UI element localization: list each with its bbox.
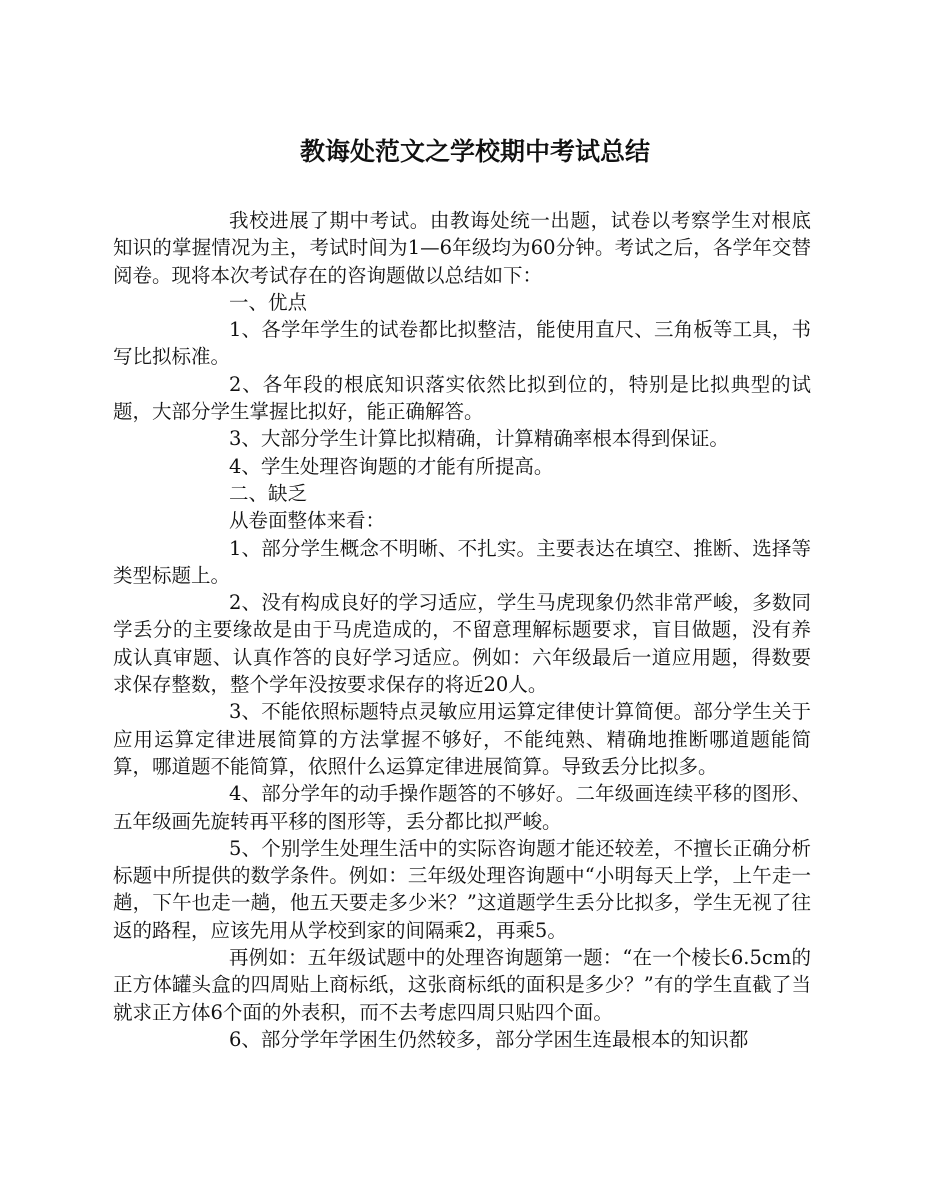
- paragraph-shortcoming-1: 1、部分学生概念不明晰、不扎实。主要表达在填空、推断、选择等类型标题上。: [113, 536, 811, 587]
- paragraph-shortcoming-4: 4、部分学年的动手操作题答的不够好。二年级画连续平移的图形、五年级画先旋转再平移的图形等，丢分都比拟严峻。: [113, 782, 811, 833]
- paragraph-example: 再例如：五年级试题中的处理咨询题第一题：“在一个棱长6.5cm的正方体罐头盒的四周贴上商标纸，这张商标纸的面积是多少？”有的学生直截了当就求正方体6个面的外表积，而不去考虑四周只贴四个面。: [113, 946, 811, 1024]
- section-heading-strengths: 一、优点: [229, 290, 308, 314]
- paragraph-strength-1: 1、各学年学生的试卷都比拟整洁，能使用直尺、三角板等工具，书写比拟标准。: [113, 318, 811, 369]
- paragraph-shortcoming-6: 6、部分学年学困生仍然较多，部分学困生连最根本的知识都: [229, 1027, 749, 1051]
- paragraph-shortcoming-5: 5、个别学生处理生活中的实际咨询题才能还较差，不擅长正确分析标题中所提供的数学条件。例如：三年级处理咨询题中“小明每天上学，上午走一趟，下午也走一趟，他五天要走多少米？”这道题学生丢分比拟多，学生无视了往返的路程，应该先用从学校到家的间隔乘2，再乘5。: [113, 836, 811, 942]
- paragraph-strength-4: 4、学生处理咨询题的才能有所提高。: [229, 454, 554, 478]
- paragraph-strength-3: 3、大部分学生计算比拟精确，计算精确率根本得到保证。: [229, 427, 729, 451]
- document-title: 教诲处范文之学校期中考试总结: [299, 137, 650, 166]
- paragraph-overview: 从卷面整体来看：: [229, 509, 386, 533]
- paragraph-shortcoming-2: 2、没有构成良好的学习适应，学生马虎现象仍然非常严峻，多数同学丢分的主要缘故是由于马虎造成的，不留意理解标题要求，盲目做题，没有养成认真审题、认真作答的良好学习适应。例如：六年级最后一道应用题，得数要求保存整数，整个学年没按要求保存的将近20人。: [113, 591, 811, 697]
- paragraph-intro: 我校进展了期中考试。由教诲处统一出题，试卷以考察学生对根底知识的掌握情况为主，考试时间为1—6年级均为60分钟。考试之后，各学年交替阅卷。现将本次考试存在的咨询题做以总结如下：: [113, 209, 811, 287]
- document-body: [113, 207, 811, 1053]
- paragraph-strength-2: 2、各年段的根底知识落实依然比拟到位的，特别是比拟典型的试题，大部分学生掌握比拟好，能正确解答。: [113, 372, 811, 424]
- paragraph-shortcoming-3: 3、不能依照标题特点灵敏应用运算定律使计算简便。部分学生关于应用运算定律进展简算的方法掌握不够好，不能纯熟、精确地推断哪道题能简算，哪道题不能简算，依照什么运算定律进展简算。导致丢分比拟多。: [113, 700, 811, 778]
- section-heading-shortcomings: 二、缺乏: [229, 481, 308, 505]
